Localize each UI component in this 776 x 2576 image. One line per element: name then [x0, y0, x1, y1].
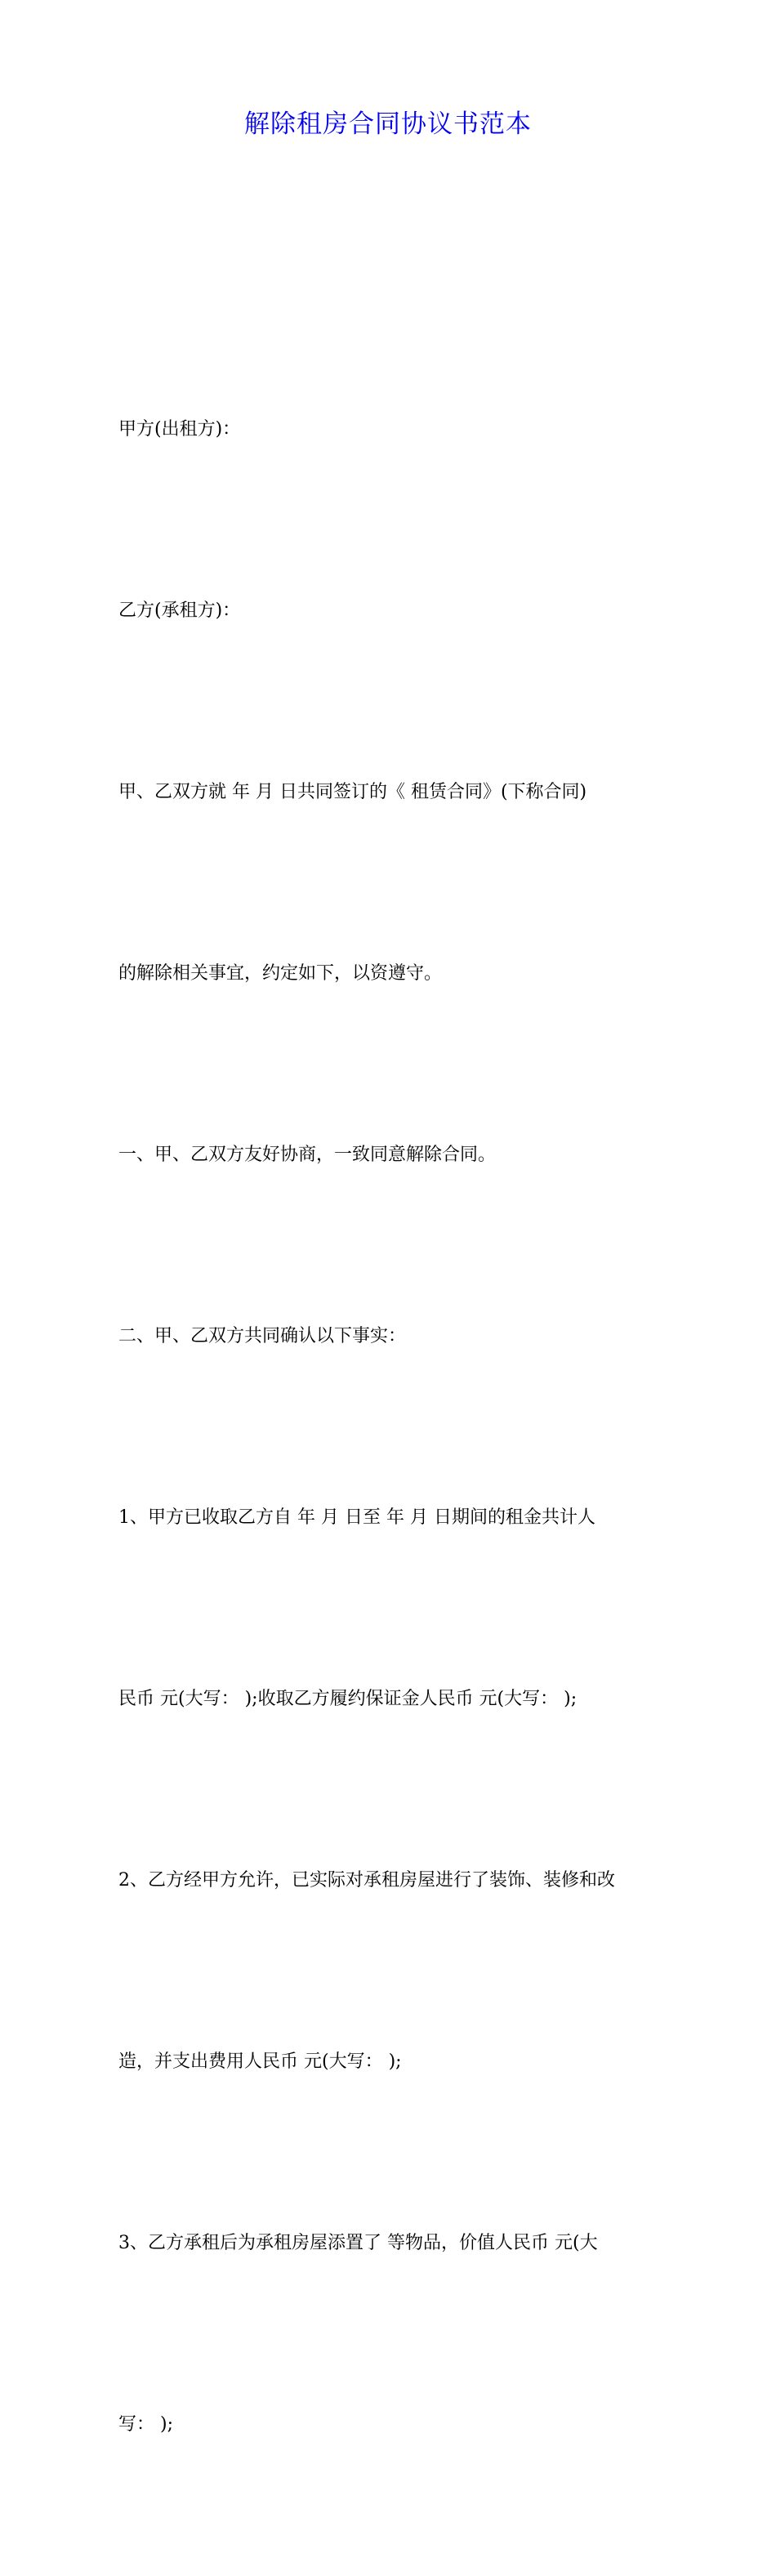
item-2-line-2: 造，并支出费用人民币 元(大写： );	[118, 2051, 402, 2072]
item-1-line-2: 民币 元(大写： );收取乙方履约保证金人民币 元(大写： );	[118, 1689, 578, 1709]
item-2-line-1: 2、乙方经甲方允许，已实际对承租房屋进行了装饰、装修和改	[118, 1870, 615, 1891]
party-b-line: 乙方(承租方)：	[118, 600, 241, 621]
item-3-line-2: 写： );	[118, 2414, 173, 2435]
intro-line-2: 的解除相关事宜，约定如下，以资遵守。	[118, 963, 443, 984]
intro-line-1: 甲、乙双方就 年 月 日共同签订的《 租赁合同》(下称合同)	[118, 782, 587, 802]
clause-1-line: 一、甲、乙双方友好协商，一致同意解除合同。	[118, 1145, 497, 1165]
clause-2-line: 二、甲、乙双方共同确认以下事实：	[118, 1326, 407, 1346]
document-body	[118, 279, 666, 2576]
document-title: 解除租房合同协议书范本	[244, 109, 532, 139]
party-a-line: 甲方(出租方)：	[118, 419, 241, 440]
item-1-line-1: 1、甲方已收取乙方自 年 月 日至 年 月 日期间的租金共计人	[118, 1507, 595, 1528]
item-3-line-1: 3、乙方承租后为承租房屋添置了 等物品，价值人民币 元(大	[118, 2233, 598, 2253]
